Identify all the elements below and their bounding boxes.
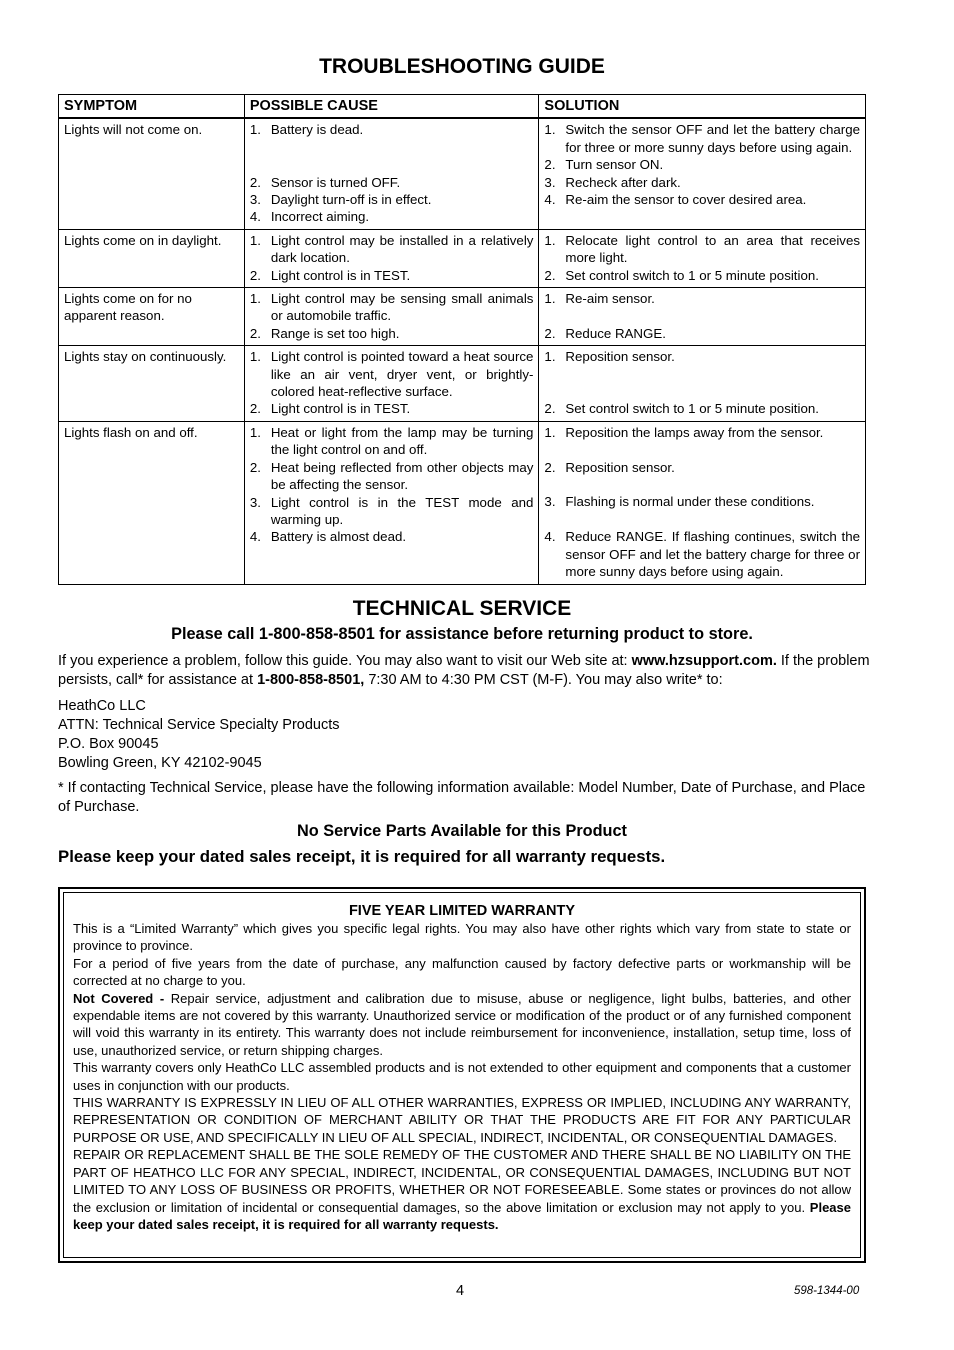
list-item: 1. Heat or light from the lamp may be turning the light control on and off.	[249, 424, 534, 458]
address-line: HeathCo LLC	[58, 698, 146, 714]
symptom-cell: Lights stay on continuously.	[59, 346, 245, 422]
troubleshooting-title: TROUBLESHOOTING GUIDE	[319, 55, 605, 78]
list-item: 2. Reposition sensor.	[544, 459, 675, 475]
keep-receipt-notice: Please keep your dated sales receipt, it is required for all warranty requests.	[58, 847, 666, 866]
warranty-receipt-notice: Please keep your dated sales receipt, it is required for all warranty requests.	[73, 1199, 851, 1232]
list-item: 2. Light control is in TEST.	[249, 267, 411, 283]
technical-service-title: TECHNICAL SERVICE	[352, 597, 572, 620]
warranty-paragraph: This is a “Limited Warranty” which gives you specific legal rights. You may also have other rights which vary from state to state or province to province.	[73, 921, 851, 954]
list-item: 4. Re-aim the sensor to cover desired area.	[544, 192, 807, 208]
phone-number: 1-800-858-8501,	[257, 672, 365, 688]
warranty-paragraph: This warranty covers only HeathCo LLC assembled products and is not extended to other equipment and components that a customer uses in conjunction with our products.	[73, 1060, 851, 1093]
list-item: 1. Relocate light control to an area that receives more light.	[544, 232, 860, 266]
address-line: P.O. Box 90045	[58, 736, 159, 752]
warranty-paragraph: THIS WARRANTY IS EXPRESSLY IN LIEU OF ALL OTHER WARRANTIES, EXPRESS OR IMPLIED, INCLUDING ANY WARRANTY, REPRESENTATION OR CONDITION OF MERCHANT ABILITY OR THAT THE PRODUCTS ARE FIT FOR ANY PARTICULAR PURPOSE OR USE, AND SPECIFICALLY IN LIEU OF ALL SPECIAL, INDIRECT, INCIDENTAL, OR CONSEQUENTIAL DAMAGES.	[73, 1095, 851, 1145]
list-item: 2. Turn sensor ON.	[544, 157, 664, 173]
list-item: 1. Reposition the lamps away from the sensor.	[544, 424, 824, 440]
list-item: 1. Light control may be sensing small animals or automobile traffic.	[249, 291, 534, 324]
list-item: 2. Reduce RANGE.	[544, 325, 666, 341]
table-row	[59, 118, 866, 229]
list-item: 3. Flashing is normal under these conditions.	[544, 494, 815, 510]
list-item: 1. Light control may be installed in a relatively dark location.	[249, 232, 534, 266]
list-item: 4. Reduce RANGE. If flashing continues, switch the sensor OFF and let the battery charge for three or more sunny days before using again.	[544, 529, 860, 580]
list-item: 1. Light control is pointed toward a heat source like an air vent, dryer vent, or brightly-colored heat-reflective surface.	[249, 349, 534, 400]
list-item: 1. Switch the sensor OFF and let the battery charge for three or more sunny days before using again.	[544, 122, 860, 155]
list-item: 3. Light control is in the TEST mode and warming up.	[249, 494, 534, 527]
troubleshooting-table	[58, 94, 866, 585]
cause-cell	[244, 346, 539, 422]
list-item: 2. Range is set too high.	[249, 325, 400, 341]
table-row	[59, 288, 866, 346]
call-notice: Please call 1-800-858-8501 for assistance before returning product to store.	[171, 625, 753, 643]
warranty-title: FIVE YEAR LIMITED WARRANTY	[348, 903, 576, 919]
cause-cell	[244, 288, 539, 346]
document-number: 598-1344-00	[794, 1285, 860, 1297]
page-number: 4	[456, 1283, 465, 1299]
list-item: 2. Light control is in TEST.	[249, 401, 411, 417]
list-item: 1. Battery is dead.	[249, 122, 364, 138]
list-item: 2. Heat being reflected from other objects may be affecting the sensor.	[249, 459, 534, 493]
symptom-cell: Lights come on in daylight.	[59, 229, 245, 287]
list-item: 3. Daylight turn-off is in effect.	[249, 192, 432, 208]
cause-cell	[244, 118, 539, 229]
header-solution: SOLUTION	[539, 95, 866, 119]
header-possible-cause: POSSIBLE CAUSE	[244, 95, 539, 119]
solution-cell	[539, 229, 866, 287]
table-row	[59, 229, 866, 287]
table-row	[59, 346, 866, 422]
address-line: Bowling Green, KY 42102-9045	[58, 755, 262, 771]
header-symptom: SYMPTOM	[59, 95, 245, 119]
service-info-paragraph: * If contacting Technical Service, please have the following information available: Model Number, Date of Purchase, and Place of Purchase.	[58, 780, 866, 815]
list-item: 2. Set control switch to 1 or 5 minute position.	[544, 401, 819, 417]
symptom-cell: Lights will not come on.	[59, 118, 245, 229]
not-covered-label: Not Covered -	[73, 990, 165, 1006]
solution-cell	[539, 118, 866, 229]
list-item: 2. Set control switch to 1 or 5 minute position.	[544, 267, 819, 283]
table-row	[59, 421, 866, 584]
list-item: 1. Re-aim sensor.	[544, 291, 655, 307]
warranty-paragraph: For a period of five years from the date of purchase, any malfunction caused by factory defective parts or workmanship will be corrected at no charge to you.	[73, 955, 851, 989]
symptom-cell: Lights come on for no apparent reason.	[59, 288, 245, 346]
list-item: 4. Battery is almost dead.	[249, 529, 407, 545]
list-item: 2. Sensor is turned OFF.	[249, 174, 401, 190]
cause-cell	[244, 421, 539, 584]
solution-cell	[539, 421, 866, 584]
list-item: 1. Reposition sensor.	[544, 349, 675, 365]
mailing-address	[58, 697, 870, 773]
solution-cell	[539, 346, 866, 422]
list-item: 4. Incorrect aiming.	[249, 209, 370, 225]
symptom-cell: Lights flash on and off.	[59, 421, 245, 584]
solution-cell	[539, 288, 866, 346]
cause-cell	[244, 229, 539, 287]
website-link: www.hzsupport.com.	[631, 653, 777, 669]
warranty-box	[58, 887, 866, 1263]
warranty-paragraph: REPAIR OR REPLACEMENT SHALL BE THE SOLE REMEDY OF THE CUSTOMER AND THERE SHALL BE NO LIABILITY ON THE PART OF HEATHCO LLC FOR ANY SPECIAL, INDIRECT, INCIDENTAL, OR CONSEQUENTIAL DAMAGES, INCLUDING BUT NOT LIMITED TO ANY LOSS OF BUSINESS OR PROFITS, WHETHER OR NOT FORESEEABLE. Some states or provinces do not allow the exclusion or limitation of incidental or consequential damages, so the above limitation or exclusion may not apply to you. Please keep your dated sales receipt, it is required for all warranty requests.	[73, 1147, 851, 1232]
list-item: 3. Recheck after dark.	[544, 174, 681, 190]
address-line: ATTN: Technical Service Specialty Products	[58, 717, 340, 733]
warranty-paragraph: Not Covered - Repair service, adjustment and calibration due to misuse, abuse or negligence, light bulbs, batteries, and other expendable items are not covered by this warranty. Unauthorized service or modification of the product or of any furnished component will void this warranty in its entirety. This warranty does not include reimbursement for inconvenience, installation, setup time, loss of use, unauthorized service, or return shipping charges.	[73, 990, 852, 1058]
no-parts-notice: No Service Parts Available for this Product	[297, 822, 627, 840]
service-paragraph: If you experience a problem, follow this guide. You may also want to visit our Web site at: www.hzsupport.com. If the problem persists, call* for assistance at 1-800-858-8501, 7:30 AM to 4:30 PM CST (M-F). You may also write* to:	[58, 653, 870, 688]
